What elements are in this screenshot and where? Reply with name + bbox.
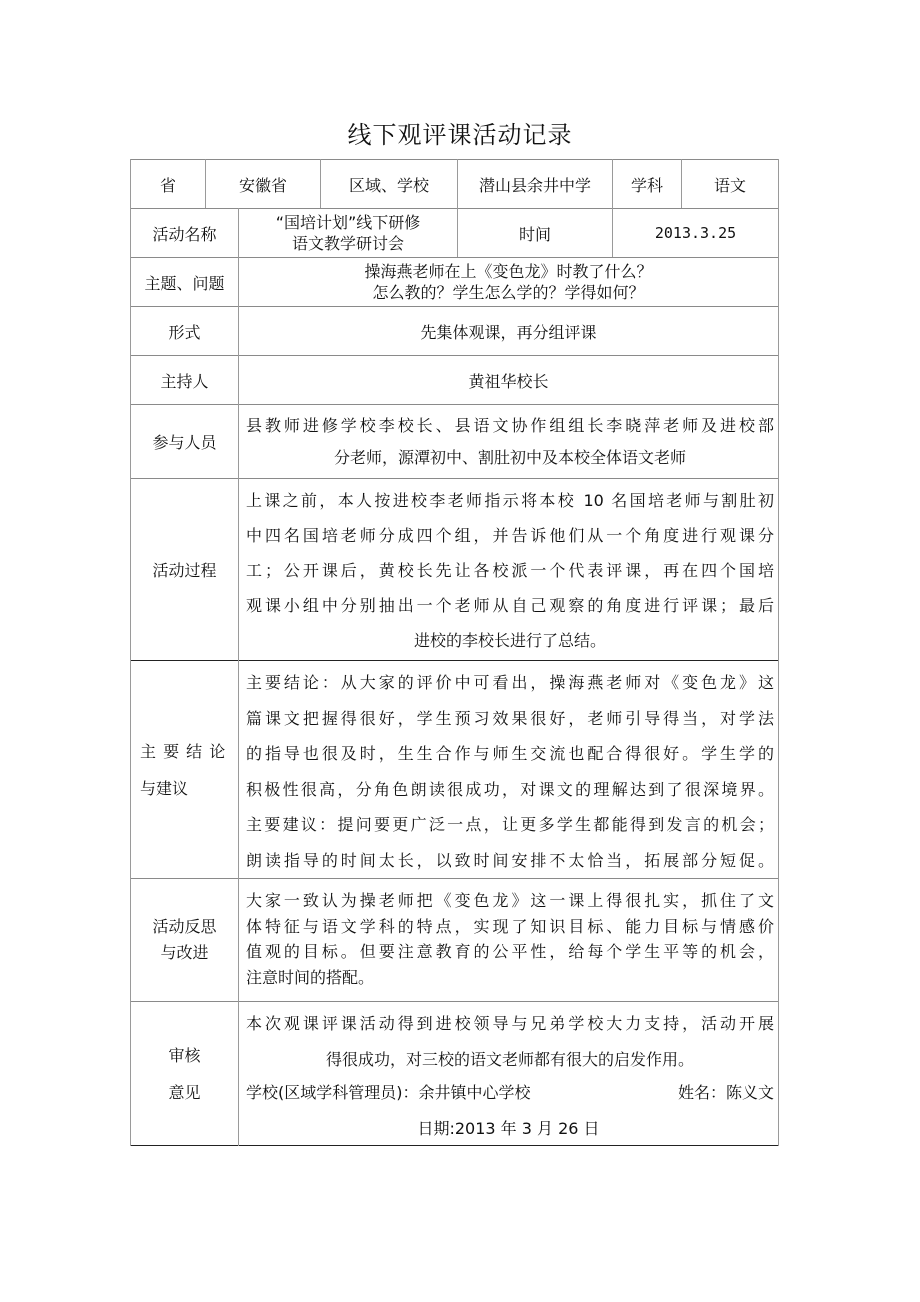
form-value: 先集体观课，再分组评课 xyxy=(420,322,597,342)
conclusions-line: 积极性很高，分角色朗读很成功，对课文的理解达到了很深境界。 xyxy=(246,779,774,799)
province-label: 省 xyxy=(159,175,176,195)
reflection-value xyxy=(246,888,774,990)
reflection-line: 体特征与语文学科的特点，实现了知识目标、能力目标与情感价 xyxy=(246,916,774,936)
conclusions-line: 的指导也很及时，生生合作与师生交流也配合得很好。学生学的 xyxy=(246,744,774,763)
activity-name-line: “国培计划”线下研修 xyxy=(275,213,421,232)
reflection-line: 注意时间的搭配。 xyxy=(246,967,375,987)
process-value xyxy=(246,483,774,658)
activity-name-label: 活动名称 xyxy=(152,224,217,244)
participants-value xyxy=(246,410,774,474)
conclusions-line: 主要建议：提问要更广泛一点，让更多学生都能得到发言的机会； xyxy=(246,815,774,834)
review-line: 得很成功，对三校的语文老师都有很大的启发作用。 xyxy=(325,1050,694,1069)
topic-line: 操海燕老师在上《变色龙》时教了什么？ xyxy=(364,262,653,281)
conclusions-value xyxy=(246,665,774,878)
activity-name-line: 语文教学研讨会 xyxy=(291,234,404,253)
process-line: 进校的李校长进行了总结。 xyxy=(413,631,606,650)
conclusions-label xyxy=(131,661,238,878)
form-label: 形式 xyxy=(168,322,201,342)
process-line: 观课小组中分别抽出一个老师从自己观察的角度进行评课；最后 xyxy=(246,596,774,615)
process-line: 工；公开课后，黄校长先让各校派一个代表评课，再在四个国培 xyxy=(246,561,774,580)
conclusions-line: 朗读指导的时间太长，以致时间安排不太恰当，拓展部分短促。 xyxy=(246,850,774,870)
table-border-right xyxy=(778,159,779,1146)
review-line: 本次观课评课活动得到进校领导与兄弟学校大力支持，活动开展 xyxy=(246,1014,774,1033)
table-border-bottom xyxy=(130,1145,779,1146)
region-label: 区域、学校 xyxy=(348,175,429,195)
review-label-line: 意见 xyxy=(168,1082,201,1102)
reflection-label xyxy=(131,879,238,1001)
reflection-label-line: 活动反思 xyxy=(152,917,217,936)
host-value: 黄祖华校长 xyxy=(468,371,549,391)
page-title: 线下观评课活动记录 xyxy=(347,121,573,149)
conclusions-label-line: 与建议 xyxy=(140,778,189,798)
process-line: 上课之前，本人按进校李老师指示将本校 10 名国培老师与割肚初 xyxy=(246,491,774,510)
review-name: 姓名：陈义文 xyxy=(677,1083,774,1102)
reflection-line: 值观的目标。但要注意教育的公平性，给每个学生平等的机会， xyxy=(246,942,774,961)
review-value xyxy=(246,1006,774,1078)
participants-line: 县教师进修学校李校长、县语文协作组组长李晓萍老师及进校部 xyxy=(246,416,774,435)
conclusions-label-line: 主 要 结 论 xyxy=(140,741,227,761)
region-value: 潜山县余井中学 xyxy=(478,175,591,195)
subject-label: 学科 xyxy=(630,175,663,195)
conclusions-line: 篇课文把握得很好，学生预习效果很好，老师引导得当，对学法 xyxy=(246,708,774,728)
process-label: 活动过程 xyxy=(152,561,217,580)
time-label: 时间 xyxy=(518,224,551,244)
topic-value xyxy=(239,258,778,306)
province-value: 安徽省 xyxy=(238,175,287,195)
review-label xyxy=(131,1002,238,1145)
reflection-line: 大家一致认为操老师把《变色龙》这一课上得很扎实，抓住了文 xyxy=(246,891,774,910)
time-value: 2013.3.25 xyxy=(654,224,737,242)
topic-line: 怎么教的？学生怎么学的？学得如何？ xyxy=(372,283,645,302)
participants-label: 参与人员 xyxy=(152,433,217,452)
reflection-label-line: 与改进 xyxy=(160,943,209,962)
review-school: 学校(区域学科管理员)：余井镇中心学校 xyxy=(246,1083,531,1102)
review-label-line: 审核 xyxy=(168,1045,201,1065)
subject-value: 语文 xyxy=(713,175,746,195)
participants-line: 分老师，源潭初中、割肚初中及本校全体语文老师 xyxy=(333,448,686,467)
topic-label: 主题、问题 xyxy=(144,273,225,293)
conclusions-line: 主要结论：从大家的评价中可看出，操海燕老师对《变色龙》这 xyxy=(246,673,774,692)
process-line: 中四名国培老师分成四个组，并告诉他们从一个角度进行观课分 xyxy=(246,526,774,545)
activity-name-value xyxy=(239,209,457,257)
host-label: 主持人 xyxy=(160,371,209,391)
review-date: 日期:2013 年 3 月 26 日 xyxy=(417,1119,600,1138)
